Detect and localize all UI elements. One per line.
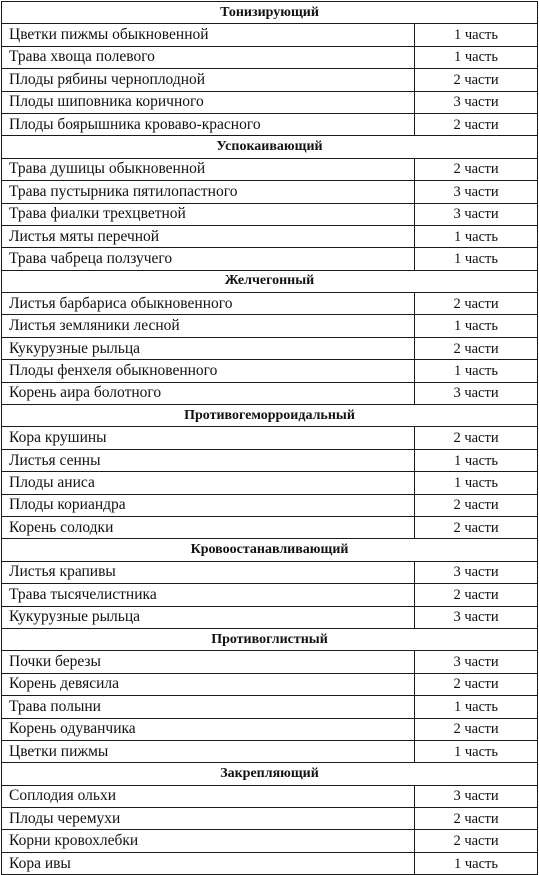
table-row (2, 696, 538, 718)
section-header-row (2, 2, 538, 24)
ingredient-quantity: 1 часть (415, 24, 538, 46)
ingredient-quantity: 1 часть (415, 315, 538, 337)
table-row (2, 337, 538, 359)
ingredient-quantity: 1 часть (415, 248, 538, 270)
ingredient-name: Соплодия ольхи (2, 785, 415, 807)
herbal-collections-table (1, 1, 538, 875)
ingredient-name: Кора крушины (2, 427, 415, 449)
ingredient-quantity: 3 части (415, 382, 538, 404)
table-row (2, 69, 538, 91)
table-row (2, 315, 538, 337)
ingredient-quantity: 1 часть (415, 449, 538, 471)
table-row (2, 673, 538, 695)
ingredient-name: Трава чабреца ползучего (2, 248, 415, 270)
ingredient-quantity: 1 часть (415, 740, 538, 762)
ingredient-quantity: 2 части (415, 69, 538, 91)
table-row (2, 472, 538, 494)
table-row (2, 651, 538, 673)
ingredient-quantity: 3 части (415, 606, 538, 628)
ingredient-name: Корни кровохлебки (2, 830, 415, 852)
ingredient-name: Трава тысячелистника (2, 584, 415, 606)
ingredient-name: Кукурузные рыльца (2, 337, 415, 359)
ingredient-quantity: 1 часть (415, 225, 538, 247)
table-row (2, 225, 538, 247)
ingredient-name: Листья крапивы (2, 561, 415, 583)
section-header-row (2, 405, 538, 427)
ingredient-name: Плоды аниса (2, 472, 415, 494)
ingredient-quantity: 1 часть (415, 472, 538, 494)
section-header-row (2, 136, 538, 158)
table-row (2, 46, 538, 68)
ingredient-name: Листья земляники лесной (2, 315, 415, 337)
table-row (2, 382, 538, 404)
ingredient-name: Корень аира болотного (2, 382, 415, 404)
ingredient-quantity: 3 части (415, 561, 538, 583)
ingredient-name: Цветки пижмы (2, 740, 415, 762)
table-row (2, 584, 538, 606)
ingredient-name: Кора ивы (2, 852, 415, 874)
ingredient-name: Листья сенны (2, 449, 415, 471)
section-header-row (2, 270, 538, 292)
ingredient-name: Трава полыни (2, 696, 415, 718)
ingredient-quantity: 2 части (415, 584, 538, 606)
ingredient-name: Корень девясила (2, 673, 415, 695)
section-title: Противогеморроидальный (2, 405, 538, 427)
section-title: Кровоостанавливающий (2, 539, 538, 561)
ingredient-name: Кукурузные рыльца (2, 606, 415, 628)
ingredient-name: Плоды боярышника кроваво-красного (2, 113, 415, 135)
ingredient-quantity: 3 части (415, 181, 538, 203)
table-row (2, 24, 538, 46)
table-row (2, 427, 538, 449)
section-title: Противоглистный (2, 628, 538, 650)
ingredient-quantity: 2 части (415, 158, 538, 180)
table-row (2, 203, 538, 225)
ingredient-quantity: 2 части (415, 673, 538, 695)
table-row (2, 606, 538, 628)
table-row (2, 785, 538, 807)
ingredient-name: Листья мяты перечной (2, 225, 415, 247)
table-row (2, 181, 538, 203)
ingredient-name: Корень одуванчика (2, 718, 415, 740)
ingredient-quantity: 2 части (415, 830, 538, 852)
ingredient-quantity: 1 часть (415, 696, 538, 718)
table-row (2, 516, 538, 538)
ingredient-quantity: 2 части (415, 427, 538, 449)
ingredient-name: Трава душицы обыкновенной (2, 158, 415, 180)
ingredient-quantity: 2 части (415, 293, 538, 315)
table-row (2, 740, 538, 762)
table-body (2, 2, 538, 875)
ingredient-name: Плоды фенхеля обыкновенного (2, 360, 415, 382)
table-row (2, 293, 538, 315)
section-header-row (2, 539, 538, 561)
table-row (2, 808, 538, 830)
section-header-row (2, 628, 538, 650)
ingredient-quantity: 1 часть (415, 852, 538, 874)
ingredient-name: Почки березы (2, 651, 415, 673)
table-row (2, 852, 538, 874)
section-title: Успокаивающий (2, 136, 538, 158)
section-title: Закрепляющий (2, 763, 538, 785)
ingredient-quantity: 3 части (415, 203, 538, 225)
ingredient-name: Плоды шиповника коричного (2, 91, 415, 113)
ingredient-quantity: 2 части (415, 337, 538, 359)
ingredient-name: Плоды кориандра (2, 494, 415, 516)
ingredient-name: Трава хвоща полевого (2, 46, 415, 68)
ingredient-quantity: 3 части (415, 651, 538, 673)
ingredient-quantity: 2 части (415, 718, 538, 740)
section-title: Тонизирующий (2, 2, 538, 24)
table-row (2, 561, 538, 583)
table-row (2, 360, 538, 382)
ingredient-name: Листья барбариса обыкновенного (2, 293, 415, 315)
table-row (2, 91, 538, 113)
ingredient-quantity: 1 часть (415, 360, 538, 382)
ingredient-name: Трава пустырника пятилопастного (2, 181, 415, 203)
ingredient-name: Плоды рябины черноплодной (2, 69, 415, 91)
ingredient-quantity: 2 части (415, 494, 538, 516)
ingredient-name: Цветки пижмы обыкновенной (2, 24, 415, 46)
section-header-row (2, 763, 538, 785)
table-row (2, 449, 538, 471)
ingredient-quantity: 3 части (415, 785, 538, 807)
ingredient-name: Плоды черемухи (2, 808, 415, 830)
table-row (2, 113, 538, 135)
ingredient-quantity: 3 части (415, 91, 538, 113)
table-row (2, 718, 538, 740)
table-row (2, 158, 538, 180)
section-title: Желчегонный (2, 270, 538, 292)
ingredient-name: Корень солодки (2, 516, 415, 538)
ingredient-quantity: 1 часть (415, 46, 538, 68)
ingredient-quantity: 2 части (415, 808, 538, 830)
table-row (2, 830, 538, 852)
table-row (2, 248, 538, 270)
ingredient-quantity: 2 части (415, 516, 538, 538)
ingredient-quantity: 2 части (415, 113, 538, 135)
table-row (2, 494, 538, 516)
ingredient-name: Трава фиалки трехцветной (2, 203, 415, 225)
